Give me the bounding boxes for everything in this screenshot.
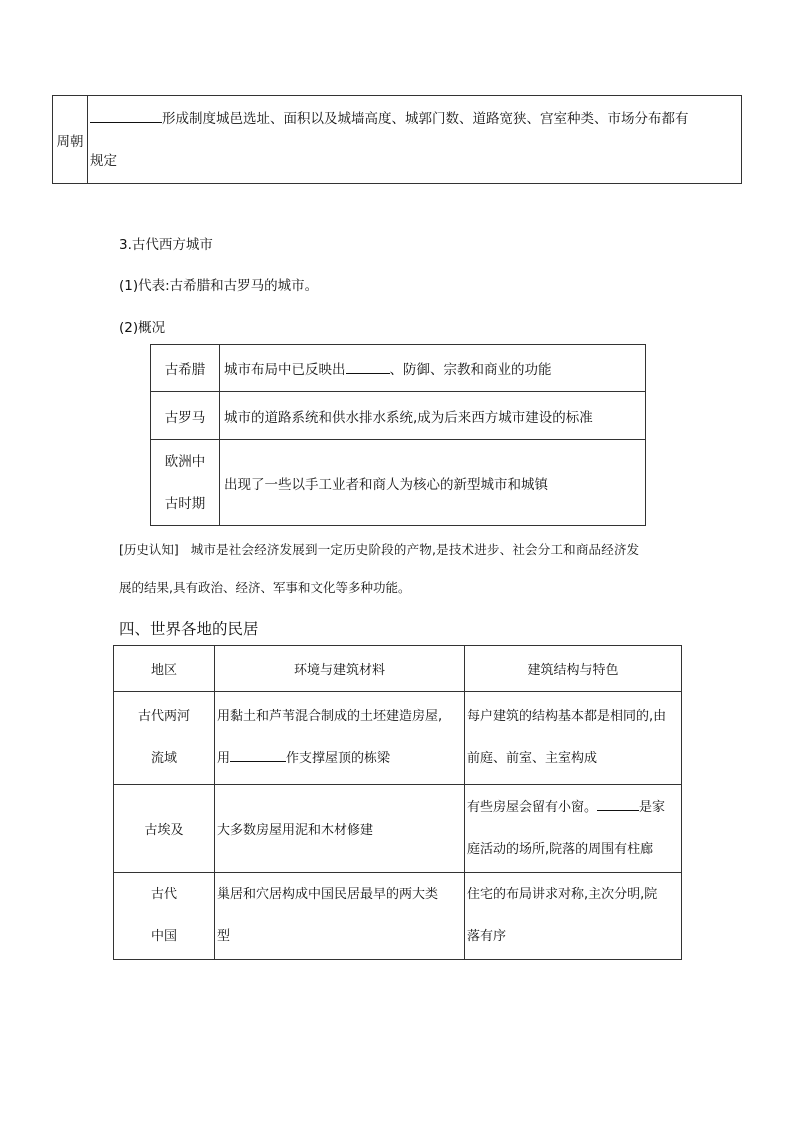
row-label: 古希腊 bbox=[151, 345, 220, 392]
row-content: 出现了一些以手工业者和商人为核心的新型城市和城镇 bbox=[220, 440, 646, 526]
row-label: 欧洲中 古时期 bbox=[151, 440, 220, 526]
row-content: 城市的道路系统和供水排水系统,成为后来西方城市建设的标准 bbox=[220, 392, 646, 440]
west-cities-table bbox=[150, 344, 646, 526]
structure-cell: 住宅的布局讲求对称,主次分明,院 落有序 bbox=[465, 873, 682, 960]
section3-item1: (1)代表:古希腊和古罗马的城市。 bbox=[119, 278, 319, 294]
zhou-content-cell bbox=[88, 96, 742, 184]
zhou-table bbox=[52, 95, 742, 184]
section3-heading: 3.古代西方城市 bbox=[119, 237, 213, 253]
insight-line2: 展的结果,具有政治、经济、军事和文化等多种功能。 bbox=[119, 580, 411, 595]
environment-cell: 巢居和穴居构成中国民居最早的两大类 型 bbox=[215, 873, 465, 960]
row-content: 城市布局中已反映出 、防御、宗教和商业的功能 bbox=[220, 345, 646, 392]
header-structure: 建筑结构与特色 bbox=[465, 646, 682, 692]
header-region: 地区 bbox=[114, 646, 215, 692]
answer-blank[interactable] bbox=[346, 359, 390, 374]
dwellings-table bbox=[113, 645, 682, 960]
region-cell: 古代 中国 bbox=[114, 873, 215, 960]
environment-cell: 大多数房屋用泥和木材修建 bbox=[215, 785, 465, 873]
region-cell: 古代两河 流域 bbox=[114, 692, 215, 785]
environment-cell: 用黏土和芦苇混合制成的土坯建造房屋, 用 作支撑屋顶的栋梁 bbox=[215, 692, 465, 785]
header-environment: 环境与建筑材料 bbox=[215, 646, 465, 692]
answer-blank[interactable] bbox=[597, 796, 639, 811]
zhou-text-line1: 形成制度城邑选址、面积以及城墙高度、城郭门数、道路宽狭、宫室种类、市场分布都有 bbox=[162, 110, 689, 127]
section4-heading: 四、世界各地的民居 bbox=[119, 620, 259, 638]
section3-item2: (2)概况 bbox=[119, 320, 166, 336]
answer-blank[interactable] bbox=[230, 747, 286, 762]
structure-cell: 有些房屋会留有小窗。 是家 庭活动的场所,院落的周围有柱廊 bbox=[465, 785, 682, 873]
zhou-text-line2: 规定 bbox=[90, 152, 117, 169]
structure-cell: 每户建筑的结构基本都是相同的,由 前庭、前室、主室构成 bbox=[465, 692, 682, 785]
insight-tag: [历史认知] bbox=[119, 542, 179, 557]
row-label: 古罗马 bbox=[151, 392, 220, 440]
answer-blank[interactable] bbox=[90, 108, 162, 123]
zhou-label-cell bbox=[53, 96, 88, 184]
insight-line1: [历史认知] 城市是社会经济发展到一定历史阶段的产物,是技术进步、社会分工和商品经济发 bbox=[119, 542, 640, 557]
zhou-label: 周朝 bbox=[56, 133, 84, 150]
region-cell: 古埃及 bbox=[114, 785, 215, 873]
